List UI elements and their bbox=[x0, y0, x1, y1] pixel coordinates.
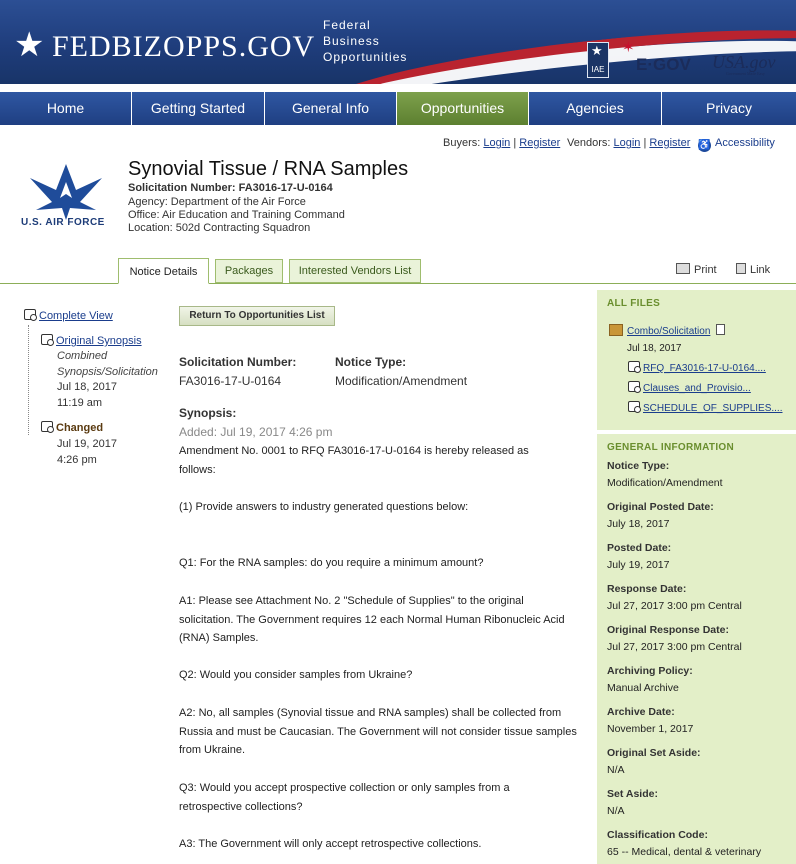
egov-logo[interactable]: E·GOV bbox=[636, 55, 691, 74]
synopsis-paragraph: Q1: For the RNA samples: do you require a minimum amount? bbox=[179, 557, 484, 569]
return-to-list-button[interactable]: Return To Opportunities List bbox=[179, 306, 335, 326]
info-value: Jul 27, 2017 3:00 pm Central bbox=[607, 600, 742, 612]
link-label: Link bbox=[750, 264, 771, 276]
info-value: Modification/Amendment bbox=[607, 477, 723, 489]
info-label: Original Response Date: bbox=[607, 624, 729, 636]
separator: | bbox=[513, 137, 517, 149]
combo-solicitation-label: Combo/Solicitation bbox=[627, 326, 711, 337]
nav-general-info[interactable]: General Info bbox=[265, 92, 397, 125]
right-sidebar bbox=[597, 290, 796, 864]
changed-date: Jul 19, 2017 bbox=[57, 438, 117, 450]
view-icon bbox=[628, 401, 640, 412]
view-icon bbox=[41, 421, 53, 432]
synopsis-paragraph: A3: The Government will only accept retrospective collections. bbox=[179, 838, 482, 850]
changed-label: Changed bbox=[56, 422, 104, 434]
site-logo[interactable]: FEDBIZOPPS.GOV bbox=[52, 30, 316, 63]
original-synopsis-link[interactable]: Original Synopsis bbox=[56, 335, 142, 347]
synopsis-paragraph: A2: No, all samples (Synovial tissue and RNA samples) shall be collected from Russia and must be Caucasian. The Government will not consider tissue samples from Ukraine. bbox=[179, 707, 577, 756]
changed-item[interactable] bbox=[41, 421, 103, 436]
file-link-clauses[interactable] bbox=[628, 381, 751, 394]
link-link[interactable] bbox=[736, 263, 770, 276]
notice-type-value: Modification/Amendment bbox=[335, 374, 468, 388]
solicitation-label: Solicitation Number: bbox=[179, 355, 297, 369]
file-link-schedule[interactable] bbox=[628, 401, 783, 414]
file-link-rfq[interactable] bbox=[628, 361, 766, 374]
view-icon bbox=[24, 309, 36, 320]
info-value: July 18, 2017 bbox=[607, 518, 670, 530]
solicitation-value: FA3016-17-U-0164 bbox=[179, 374, 282, 388]
star-icon: ★ bbox=[14, 25, 45, 65]
synopsis-paragraph: (1) Provide answers to industry generated questions below: bbox=[179, 501, 469, 513]
usagov-logo-text: USA.gov bbox=[712, 52, 776, 72]
original-date: Jul 18, 2017 bbox=[57, 381, 117, 393]
combo-date: Jul 18, 2017 bbox=[627, 343, 682, 354]
info-label: Classification Code: bbox=[607, 829, 708, 841]
file-link-label: RFQ_FA3016-17-U-0164.... bbox=[643, 363, 766, 374]
synopsis-paragraph: A1: Please see Attachment No. 2 "Schedule of Supplies" to the original solicitation. The Government requires 12 each Normal Human Ribonucleic Acid (RNA) Samples. bbox=[179, 595, 565, 644]
page-title: Synovial Tissue / RNA Samples bbox=[128, 158, 409, 180]
vendors-label: Vendors: bbox=[567, 137, 611, 149]
tagline-line: Business bbox=[323, 34, 380, 48]
print-label: Print bbox=[694, 264, 717, 276]
file-link-label: SCHEDULE_OF_SUPPLIES.... bbox=[643, 403, 783, 414]
vendors-links bbox=[567, 137, 690, 149]
accessibility-label: Accessibility bbox=[715, 137, 775, 149]
buyers-links bbox=[443, 137, 560, 149]
usagov-tagline: Government Made Easy bbox=[726, 71, 765, 76]
info-value: Manual Archive bbox=[607, 682, 679, 694]
synopsis-label: Synopsis: bbox=[179, 406, 237, 420]
general-info-heading: GENERAL INFORMATION bbox=[607, 442, 734, 453]
sidebar-divider bbox=[597, 430, 796, 434]
solicitation-number: Solicitation Number: FA3016-17-U-0164 bbox=[128, 182, 333, 194]
info-label: Response Date: bbox=[607, 583, 687, 595]
tab-notice-details[interactable]: Notice Details bbox=[118, 258, 209, 284]
accessibility-icon: ♿ bbox=[698, 140, 711, 151]
info-label: Archiving Policy: bbox=[607, 665, 693, 677]
iae-logo[interactable]: IAE bbox=[587, 42, 609, 78]
synopsis-paragraph: Q2: Would you consider samples from Ukraine? bbox=[179, 669, 413, 681]
info-label: Set Aside: bbox=[607, 788, 658, 800]
separator: | bbox=[643, 137, 647, 149]
tagline-line: Opportunities bbox=[323, 50, 408, 64]
printer-icon bbox=[676, 263, 690, 274]
accessibility-link[interactable] bbox=[698, 137, 775, 152]
info-label: Notice Type: bbox=[607, 460, 670, 472]
original-time: 11:19 am bbox=[57, 397, 103, 409]
file-link-label: Clauses_and_Provisio... bbox=[643, 383, 751, 394]
notice-type-label: Notice Type: bbox=[335, 355, 407, 369]
buyers-login-link[interactable]: Login bbox=[483, 137, 511, 149]
complete-view-link[interactable]: Complete View bbox=[39, 310, 113, 322]
tree-connector bbox=[28, 325, 29, 435]
changed-time: 4:26 pm bbox=[57, 454, 97, 466]
original-synopsis-item[interactable] bbox=[41, 334, 142, 349]
info-label: Original Set Aside: bbox=[607, 747, 701, 759]
tab-interested-vendors[interactable]: Interested Vendors List bbox=[289, 259, 421, 283]
original-type: Combined bbox=[57, 350, 108, 362]
info-value: July 19, 2017 bbox=[607, 559, 670, 571]
vendors-register-link[interactable]: Register bbox=[649, 137, 691, 149]
info-value: 65 -- Medical, dental & veterinary bbox=[607, 846, 762, 858]
added-date: Added: Jul 19, 2017 4:26 pm bbox=[179, 425, 333, 439]
buyers-register-link[interactable]: Register bbox=[519, 137, 561, 149]
location-name: Location: 502d Contracting Squadron bbox=[128, 222, 311, 234]
synopsis-paragraph: Amendment No. 0001 to RFQ FA3016-17-U-0164 is hereby released as follows: bbox=[179, 445, 529, 476]
info-value: November 1, 2017 bbox=[607, 723, 694, 735]
nav-privacy[interactable]: Privacy bbox=[662, 92, 796, 125]
agency-logo-text: U.S. AIR FORCE bbox=[21, 217, 105, 228]
view-icon bbox=[628, 381, 640, 392]
original-type: Synopsis/Solicitation bbox=[57, 366, 158, 378]
view-icon bbox=[628, 361, 640, 372]
info-label: Archive Date: bbox=[607, 706, 675, 718]
nav-getting-started[interactable]: Getting Started bbox=[132, 92, 265, 125]
combo-solicitation-link[interactable] bbox=[609, 324, 725, 337]
info-value: N/A bbox=[607, 764, 625, 776]
info-value: Jul 27, 2017 3:00 pm Central bbox=[607, 641, 742, 653]
info-label: Original Posted Date: bbox=[607, 501, 714, 513]
nav-opportunities[interactable]: Opportunities bbox=[397, 92, 529, 125]
site-banner bbox=[0, 0, 796, 84]
egov-star-icon: ✶ bbox=[622, 39, 635, 56]
nav-home[interactable]: Home bbox=[0, 92, 132, 125]
agency-name: Agency: Department of the Air Force bbox=[128, 196, 306, 208]
tagline-line: Federal bbox=[323, 18, 371, 32]
package-icon bbox=[609, 324, 623, 336]
office-name: Office: Air Education and Training Command bbox=[128, 209, 345, 221]
usagov-logo[interactable] bbox=[712, 52, 776, 76]
vendors-login-link[interactable]: Login bbox=[613, 137, 641, 149]
view-icon bbox=[41, 334, 53, 345]
link-icon bbox=[736, 263, 746, 274]
all-files-heading: ALL FILES bbox=[607, 298, 661, 309]
info-label: Posted Date: bbox=[607, 542, 672, 554]
buyers-label: Buyers: bbox=[443, 137, 481, 149]
synopsis-paragraph: Q3: Would you accept prospective collection or only samples from a retrospective collections? bbox=[179, 782, 510, 813]
star-icon: ★ bbox=[591, 43, 603, 58]
info-value: N/A bbox=[607, 805, 625, 817]
main-nav bbox=[0, 91, 796, 124]
document-icon bbox=[716, 324, 725, 335]
tab-packages[interactable]: Packages bbox=[215, 259, 283, 283]
print-link[interactable] bbox=[676, 263, 717, 276]
site-tagline bbox=[323, 17, 407, 65]
nav-agencies[interactable]: Agencies bbox=[529, 92, 662, 125]
complete-view-item[interactable] bbox=[24, 309, 113, 324]
